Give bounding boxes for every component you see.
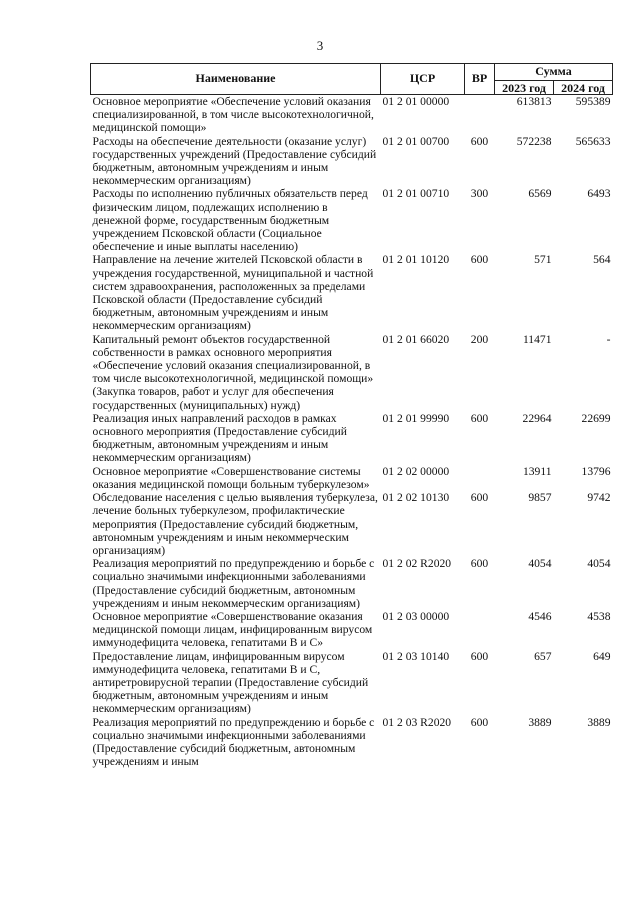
row-vr-cell: 600: [470, 253, 489, 267]
row-2024-cell: 6493: [587, 187, 611, 201]
row-vr-cell: 300: [470, 187, 489, 201]
row-vr-cell: [465, 465, 495, 491]
budget-table: [90, 63, 613, 768]
row-name-cell: Реализация мероприятий по предупреждению и борьбе с социально значимыми инфекционными заболеваниями (Предоставление субсидий бюджетным, автономным учреждениям и иным: [92, 715, 375, 769]
table-row: [91, 333, 613, 412]
row-csr-cell: 01 2 01 10120: [382, 253, 450, 267]
row-vr-cell: 600: [470, 134, 489, 148]
row-vr-cell: 600: [470, 411, 489, 425]
row-2023-cell: 9857: [528, 491, 552, 505]
table-row: [91, 95, 613, 135]
row-name-cell: Основное мероприятие «Совершенствование системы оказания медицинской помощи больным туберкулезом»: [92, 464, 370, 491]
row-vr-cell: 600: [470, 649, 489, 663]
row-2023-cell: 6569: [528, 187, 552, 201]
table-row: [91, 610, 613, 650]
row-csr-cell: 01 2 01 00700: [382, 134, 450, 148]
row-name-cell: Капитальный ремонт объектов государственной собственности в рамках основного мероприятия «Обеспечение условий оказания специализированной, в том числе высокотехнологичной, медицинской помощи» (Закупка товаров, работ и услуг для обеспечения государственных (муниципальных) нужд): [92, 332, 374, 412]
row-csr-cell: 01 2 01 66020: [382, 332, 450, 346]
row-2024-cell: 4054: [587, 557, 611, 571]
row-csr-cell: 01 2 02 10130: [382, 491, 450, 505]
row-name-cell: Реализация иных направлений расходов в рамках основного мероприятия (Предоставление субсидий бюджетным, автономным учреждениям и иным некоммерческим организациям): [92, 411, 347, 465]
row-2023-cell: 4546: [528, 609, 552, 623]
row-2024-cell: 9742: [587, 491, 611, 505]
row-2024-cell: 649: [593, 649, 611, 663]
row-vr-cell: 600: [470, 557, 489, 571]
row-2023-cell: 572238: [516, 134, 552, 148]
row-2024-cell: 4538: [587, 609, 611, 623]
row-csr-cell: 01 2 03 10140: [382, 649, 450, 663]
table-row: [91, 650, 613, 716]
row-vr-cell: 200: [470, 332, 489, 346]
row-name-cell: Основное мероприятие «Совершенствование оказания медицинской помощи лицам, инфицированным вирусом иммунодефицита человека, гепатитами В и С»: [92, 609, 373, 650]
row-2023-cell: 571: [534, 253, 552, 267]
table-row: [91, 187, 613, 253]
page-number: 3: [316, 38, 324, 53]
row-2024-cell: 564: [593, 253, 611, 267]
row-2023-cell: 13911: [522, 464, 552, 478]
row-name-cell: Расходы по исполнению публичных обязательств перед физическим лицом, подлежащих исполнению в денежной форме, государственным бюджетным учреждением Псковской области (Социальное обеспечение и иные выплаты населению): [92, 187, 368, 254]
row-2024-cell: 13796: [581, 464, 611, 478]
row-vr-cell: [465, 95, 495, 135]
row-name-cell: Расходы на обеспечение деятельности (оказание услуг) государственных учреждений (Предоставление субсидий бюджетным, автономным учреждениям и иным некоммерческим организациям): [92, 134, 377, 188]
row-csr-cell: 01 2 03 00000: [382, 609, 450, 623]
row-2023-cell: 613813: [516, 95, 552, 108]
row-csr-cell: 01 2 01 00710: [382, 187, 450, 201]
row-2024-cell: -: [606, 332, 611, 346]
row-csr-cell: 01 2 03 R2020: [382, 715, 452, 729]
row-name-cell: Обследование населения с целью выявления туберкулеза, лечение больных туберкулезом, профилактические мероприятия (Предоставление субсидий бюджетным, автономным учреждениям и иным некоммерческим организациям): [92, 491, 378, 557]
row-2024-cell: 22699: [581, 411, 611, 425]
table-row: [91, 491, 613, 557]
row-2024-cell: 595389: [575, 95, 611, 108]
row-vr-cell: 600: [470, 715, 489, 729]
row-vr-cell: [465, 610, 495, 650]
row-csr-cell: 01 2 01 99990: [382, 411, 450, 425]
row-2024-cell: 565633: [575, 134, 611, 148]
header-vr: ВР: [465, 64, 495, 95]
row-2023-cell: 3889: [528, 715, 552, 729]
header-name: Наименование: [91, 64, 381, 95]
table-row: [91, 253, 613, 332]
row-2023-cell: 11471: [522, 332, 552, 346]
header-2023: 2023 год: [495, 81, 554, 95]
table-row: [91, 412, 613, 465]
header-sum: Сумма: [495, 64, 613, 81]
header-csr: ЦСР: [381, 64, 465, 95]
row-name-cell: Направление на лечение жителей Псковской области в учреждения государственной, муниципальной и частной систем здравоохранения, расположенных за пределами Псковской области (Предоставление субсидий бюджетным, автономным учреждениям и иным некоммерческим организациям): [92, 253, 374, 333]
row-2023-cell: 657: [534, 649, 552, 663]
row-vr-cell: 600: [470, 491, 489, 505]
table-row: [91, 135, 613, 188]
row-2023-cell: 4054: [528, 557, 552, 571]
row-csr-cell: 01 2 01 00000: [382, 95, 450, 108]
row-name-cell: Предоставление лицам, инфицированным вирусом иммунодефицита человека, гепатитами В и С, антиретровирусной терапии (Предоставление субсидий бюджетным, автономным учреждениям и иным некоммерческим организациям): [92, 649, 369, 716]
row-2023-cell: 22964: [522, 411, 552, 425]
table-row: [91, 465, 613, 491]
table-row: [91, 716, 613, 769]
row-name-cell: Основное мероприятие «Обеспечение условий оказания специализированной, в том числе высокотехнологичной, медицинской помощи»: [92, 95, 374, 135]
table-row: [91, 557, 613, 610]
row-2024-cell: 3889: [587, 715, 611, 729]
header-2024: 2024 год: [554, 81, 613, 95]
row-csr-cell: 01 2 02 R2020: [382, 557, 452, 571]
row-csr-cell: 01 2 02 00000: [382, 464, 450, 478]
row-name-cell: Реализация мероприятий по предупреждению и борьбе с социально значимыми инфекционными заболеваниями (Предоставление субсидий бюджетным, автономным учреждениям и иным некоммерческим организациям): [92, 557, 375, 610]
